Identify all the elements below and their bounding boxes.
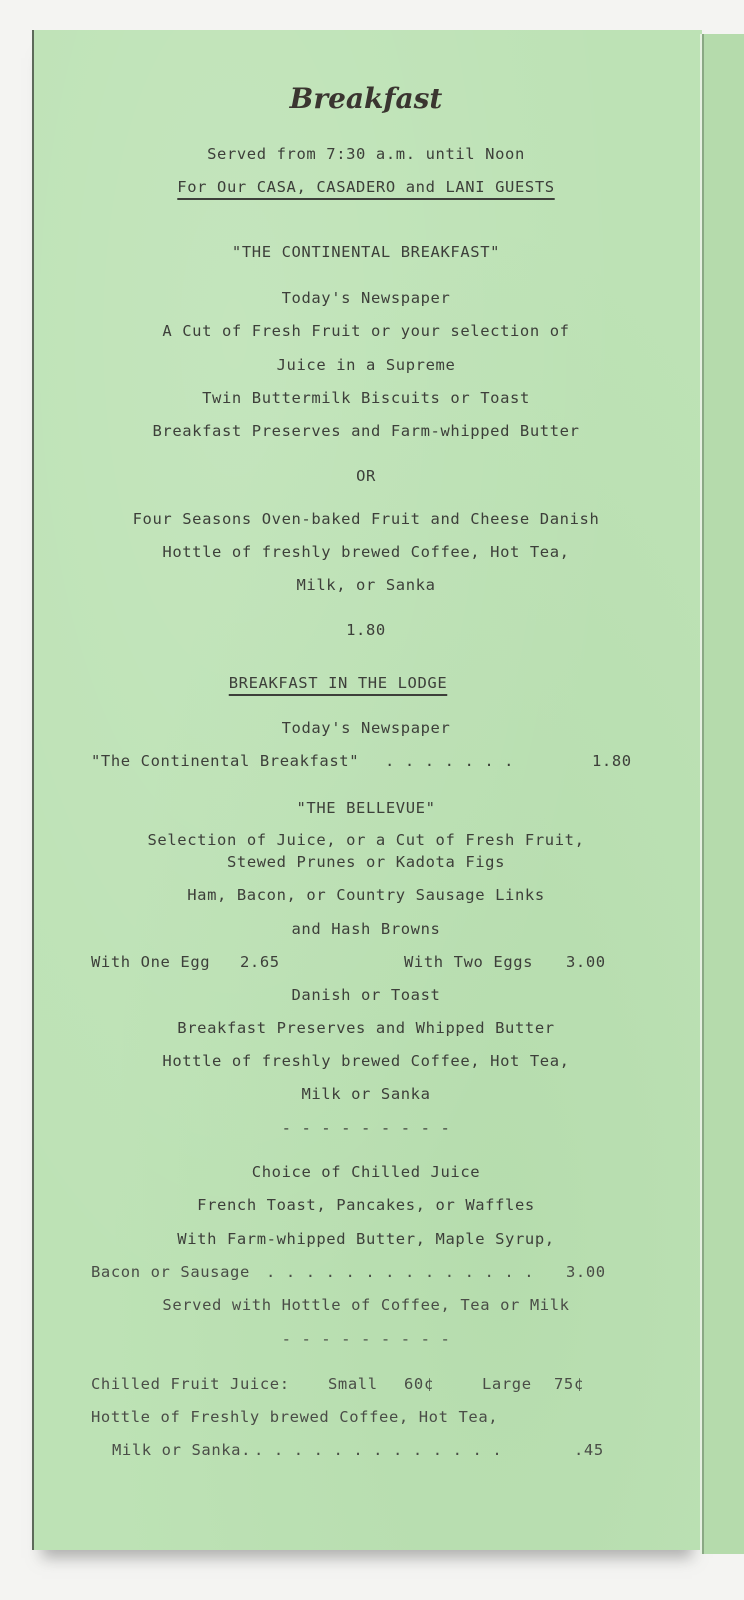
dash-separator: - - - - - - - - - <box>281 1330 451 1348</box>
one-egg-price: 2.65 <box>240 953 280 971</box>
juice-small-price: 60¢ <box>404 1375 434 1393</box>
griddle-served-with: Served with Hottle of Coffee, Tea or Milk <box>162 1296 570 1314</box>
guests-note: For Our CASA, CASADERO and LANI GUESTS <box>177 178 555 196</box>
griddle-price: 3.00 <box>566 1263 606 1281</box>
continental-item: Today's Newspaper <box>281 289 451 307</box>
leader-dots: . . . . . . . . . . . . . <box>254 1441 503 1459</box>
two-eggs-price: 3.00 <box>566 953 606 971</box>
griddle-item: French Toast, Pancakes, or Waffles <box>197 1196 535 1214</box>
continental-item: Breakfast Preserves and Farm-whipped Butter <box>152 422 580 440</box>
continental-heading: "THE CONTINENTAL BREAKFAST" <box>231 243 501 261</box>
continental-alt-item: Four Seasons Oven-baked Fruit and Cheese Danish <box>132 510 600 528</box>
one-egg-label: With One Egg <box>91 953 211 971</box>
menu-title: Breakfast <box>289 82 443 115</box>
bellevue-item: and Hash Browns <box>291 920 441 938</box>
juice-large-label: Large <box>482 1375 532 1393</box>
griddle-price-label: Bacon or Sausage <box>91 1263 250 1281</box>
bellevue-item: Stewed Prunes or Kadota Figs <box>226 853 506 871</box>
bellevue-heading: "THE BELLEVUE" <box>296 799 436 817</box>
continental-item: Juice in a Supreme <box>276 356 456 374</box>
juice-small-label: Small <box>328 1375 378 1393</box>
coffee-price: .45 <box>574 1441 604 1459</box>
continental-item: Twin Buttermilk Biscuits or Toast <box>202 389 530 407</box>
coffee-price-label: Milk or Sanka. <box>112 1441 252 1459</box>
serving-hours: Served from 7:30 a.m. until Noon <box>207 145 525 163</box>
leader-dots: . . . . . . . <box>385 752 515 770</box>
lodge-continental-label: "The Continental Breakfast" <box>91 752 360 770</box>
griddle-item: Choice of Chilled Juice <box>251 1163 481 1181</box>
leader-dots: . . . . . . . . . . . . . . <box>266 1263 535 1281</box>
bellevue-item: Danish or Toast <box>291 986 441 1004</box>
continental-alt-item: Milk, or Sanka <box>296 576 436 594</box>
continental-price: 1.80 <box>346 621 386 639</box>
continental-item: A Cut of Fresh Fruit or your selection of <box>162 322 570 340</box>
dash-separator: - - - - - - - - - <box>281 1119 451 1137</box>
lodge-heading: BREAKFAST IN THE LODGE <box>228 674 448 692</box>
menu-fold-flap <box>700 34 744 1554</box>
juice-label: Chilled Fruit Juice: <box>91 1375 290 1393</box>
two-eggs-label: With Two Eggs <box>404 953 534 971</box>
or-divider: OR <box>356 467 376 485</box>
griddle-item: With Farm-whipped Butter, Maple Syrup, <box>177 1230 555 1248</box>
bellevue-item: Ham, Bacon, or Country Sausage Links <box>187 886 545 904</box>
bellevue-item: Hottle of freshly brewed Coffee, Hot Tea, <box>162 1052 570 1070</box>
lodge-continental-price: 1.80 <box>592 752 632 770</box>
coffee-line: Hottle of Freshly brewed Coffee, Hot Tea, <box>91 1408 499 1426</box>
bellevue-item: Breakfast Preserves and Whipped Butter <box>177 1019 555 1037</box>
continental-alt-item: Hottle of freshly brewed Coffee, Hot Tea, <box>162 543 570 561</box>
bellevue-item: Selection of Juice, or a Cut of Fresh Fruit, <box>147 831 585 849</box>
juice-large-price: 75¢ <box>554 1375 584 1393</box>
bellevue-item: Milk or Sanka <box>301 1085 431 1103</box>
lodge-newspaper: Today's Newspaper <box>281 719 451 737</box>
